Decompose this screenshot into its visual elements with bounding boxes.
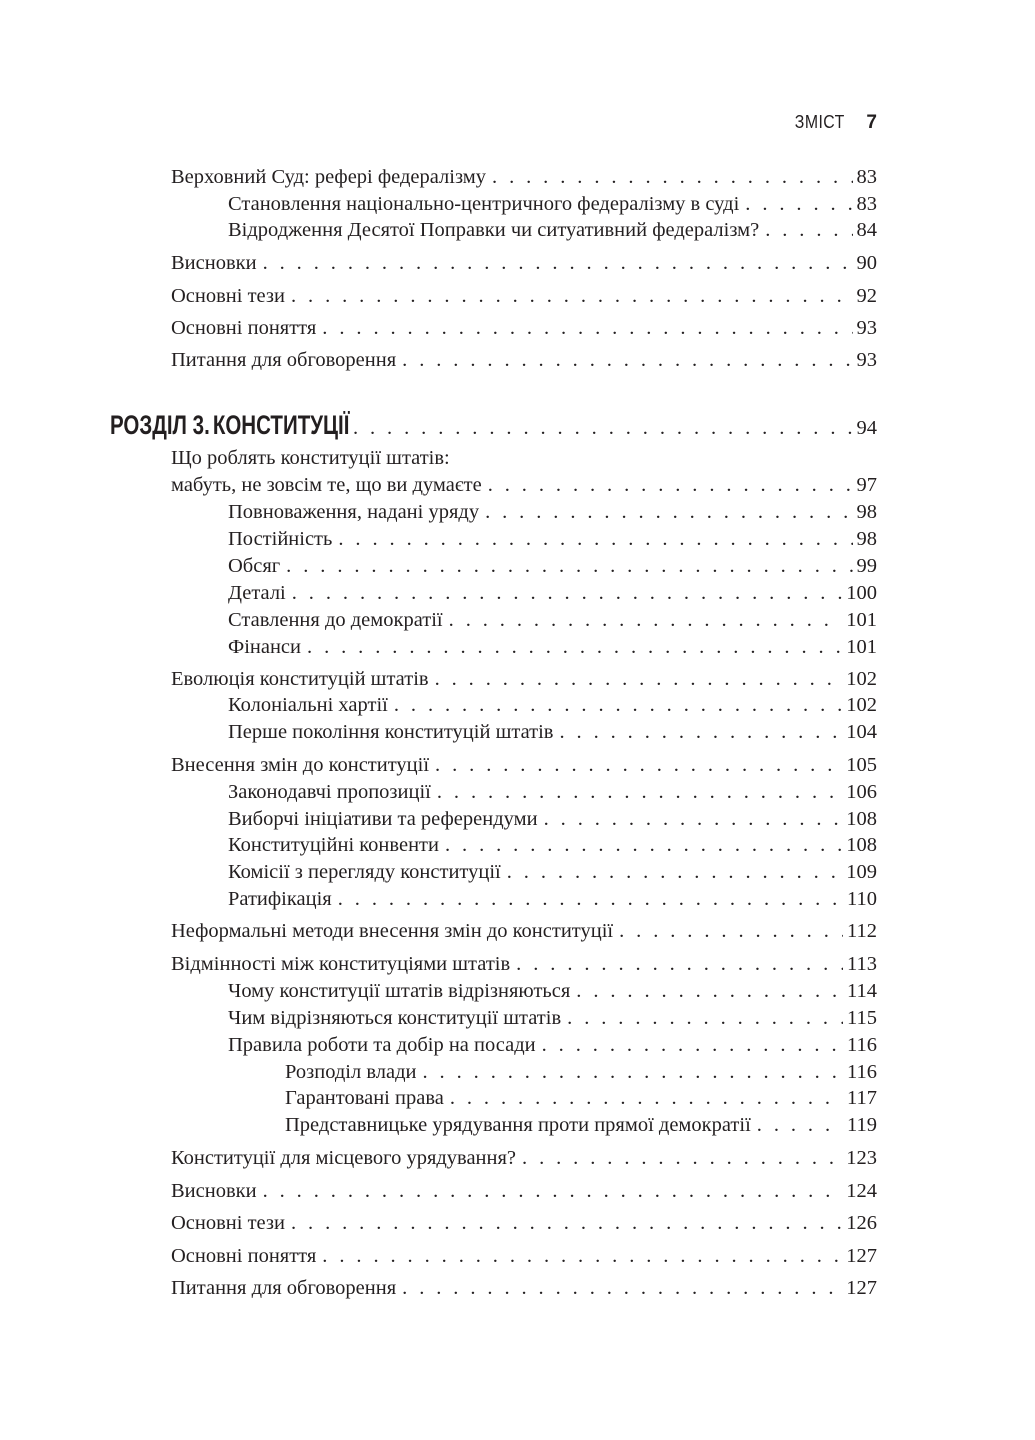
toc-entry-page: 116: [847, 1061, 877, 1083]
dot-leader: [542, 1032, 843, 1059]
dot-leader: [292, 580, 843, 607]
toc-entry-title: Представницьке урядування проти прямої демократії: [285, 1114, 751, 1136]
dot-leader: [423, 1059, 844, 1086]
toc-entry[interactable]: [0, 607, 1035, 634]
toc-entry-title: Повноваження, надані уряду: [228, 501, 480, 523]
toc-entry[interactable]: [0, 217, 1035, 244]
toc-entry-title: Висновки: [171, 252, 257, 274]
toc-entry-page: 117: [847, 1087, 877, 1109]
toc-entry-page: 116: [847, 1034, 877, 1056]
toc-entry[interactable]: [0, 347, 1035, 374]
dot-leader: [757, 1112, 843, 1139]
toc-entry-page: 98: [856, 528, 877, 550]
toc-entry-page: 112: [847, 920, 877, 942]
toc-entry[interactable]: [0, 315, 1035, 342]
dot-leader: [353, 415, 853, 442]
dot-leader: [492, 164, 852, 191]
toc-entry[interactable]: [0, 719, 1035, 746]
toc-entry-page: 97: [856, 474, 877, 496]
toc-entry-page: 98: [856, 501, 877, 523]
dot-leader: [437, 779, 842, 806]
toc-entry-page: 101: [846, 609, 877, 631]
dot-leader: [338, 886, 843, 913]
toc-entry-page: 108: [846, 808, 877, 830]
toc-entry[interactable]: [0, 886, 1035, 913]
toc-entry[interactable]: [0, 553, 1035, 580]
toc-entry-title: Комісії з перегляду конституції: [228, 861, 501, 883]
dot-leader: [322, 315, 852, 342]
dot-leader: [291, 1210, 842, 1237]
toc-entry-page: 115: [847, 1007, 877, 1029]
dot-leader: [619, 918, 843, 945]
toc-entry[interactable]: [0, 499, 1035, 526]
toc-entry[interactable]: [0, 779, 1035, 806]
toc-entry-title: Еволюція конституцій штатів: [171, 668, 429, 690]
toc-entry-page: 114: [847, 980, 877, 1002]
toc-entry[interactable]: [0, 1145, 1035, 1172]
dot-leader: [445, 832, 842, 859]
toc-entry-page: 90: [856, 252, 877, 274]
toc-entry[interactable]: [0, 580, 1035, 607]
dot-leader: [522, 1145, 842, 1172]
toc-entry-page: 102: [846, 668, 877, 690]
toc-entry-page: 108: [846, 834, 877, 856]
toc-entry[interactable]: [0, 526, 1035, 553]
toc-entry-page: 113: [847, 953, 877, 975]
toc-entry-title: Виборчі ініціативи та референдуми: [228, 808, 538, 830]
toc-entry-page: 123: [846, 1147, 877, 1169]
toc-entry-title: Розподіл влади: [285, 1061, 417, 1083]
toc-entry-title: Відродження Десятої Поправки чи ситуативний федералізм?: [228, 219, 760, 241]
toc-entry-title: Деталі: [228, 582, 286, 604]
dot-leader: [745, 191, 852, 218]
toc-entry-title: Висновки: [171, 1180, 257, 1202]
toc-entry-title: Внесення змін до конституції: [171, 754, 430, 776]
toc-entry-title: Основні поняття: [171, 1245, 317, 1267]
toc-entry-page: 126: [846, 1212, 877, 1234]
toc-entry-page: 101: [846, 636, 877, 658]
dot-leader: [307, 634, 842, 661]
toc-entry-page: 119: [847, 1114, 877, 1136]
running-head: [788, 112, 877, 134]
chapter-page: 94: [856, 417, 877, 439]
toc-entry-title: Відмінності між конституціями штатів: [171, 953, 511, 975]
dot-leader: [765, 217, 852, 244]
dot-leader: [516, 951, 843, 978]
toc-entry-first-line: Що роблять конституції штатів:: [171, 447, 450, 469]
dot-leader: [402, 347, 852, 374]
toc-entry-page: 127: [846, 1277, 877, 1299]
toc-entry-title: Колоніальні хартії: [228, 694, 388, 716]
toc-entry-title: Постійність: [228, 528, 333, 550]
toc-entry[interactable]: [0, 752, 1035, 779]
toc-entry[interactable]: [0, 1243, 1035, 1270]
toc-entry-title: Верховний Суд: рефері федералізму: [171, 166, 487, 188]
toc-entry-title: Конституційні конвенти: [228, 834, 439, 856]
toc-entry[interactable]: [0, 1032, 1035, 1059]
running-head-title: ЗМІСТ: [794, 112, 845, 132]
dot-leader: [263, 250, 853, 277]
toc-entry-title: мабуть, не зовсім те, що ви думаєте: [171, 474, 482, 496]
toc-entry-page: 102: [846, 694, 877, 716]
toc-entry-title: Питання для обговорення: [171, 1277, 397, 1299]
toc-entry-page: 127: [846, 1245, 877, 1267]
toc-entry[interactable]: [0, 1112, 1035, 1139]
toc-entry[interactable]: [0, 1085, 1035, 1112]
toc-entry-title: Неформальні методи внесення змін до конституції: [171, 920, 614, 942]
dot-leader: [544, 806, 843, 833]
dot-leader: [286, 553, 852, 580]
page-number: 7: [866, 112, 877, 133]
toc-entry[interactable]: [0, 978, 1035, 1005]
dot-leader: [576, 978, 843, 1005]
dot-leader: [449, 607, 843, 634]
dot-leader: [402, 1275, 842, 1302]
chapter-heading[interactable]: [0, 408, 1035, 442]
toc-entry[interactable]: [0, 250, 1035, 277]
toc-entry-page: 84: [856, 219, 877, 241]
toc-entry[interactable]: [0, 634, 1035, 661]
toc-entry[interactable]: [0, 666, 1035, 693]
toc-entry-page: 83: [856, 166, 877, 188]
toc-entry[interactable]: [0, 951, 1035, 978]
toc-entry-page: 83: [856, 193, 877, 215]
toc-entry[interactable]: [0, 918, 1035, 945]
dot-leader: [488, 472, 853, 499]
toc-entry-page: 100: [846, 582, 877, 604]
toc-entry[interactable]: [0, 283, 1035, 310]
toc-entry[interactable]: [0, 1005, 1035, 1032]
toc-entry-title: Конституції для місцевого урядування?: [171, 1147, 517, 1169]
chapter-label: РОЗДІЛ 3.: [110, 410, 210, 440]
toc-entry-page: 92: [856, 285, 877, 307]
toc-entry-title: Законодавчі пропозиції: [228, 781, 431, 803]
toc-entry-title: Основні тези: [171, 1212, 285, 1234]
toc-entry-title: Основні тези: [171, 285, 285, 307]
toc-entry-title: Чим відрізняються конституції штатів: [228, 1007, 562, 1029]
toc-entry-title: Ставлення до демократії: [228, 609, 443, 631]
toc-entry-title: Фінанси: [228, 636, 302, 658]
toc-entry-page: 99: [856, 555, 877, 577]
dot-leader: [485, 499, 852, 526]
toc-entry-page: 104: [846, 721, 877, 743]
toc-entry-page: 105: [846, 754, 877, 776]
dot-leader: [435, 752, 842, 779]
toc-entry[interactable]: [0, 164, 1035, 191]
dot-leader: [291, 283, 853, 310]
toc-entry-title: Становлення національно-центричного федералізму в суді: [228, 193, 740, 215]
chapter-name: КОНСТИТУЦІЇ: [212, 410, 350, 440]
toc-entry[interactable]: [0, 1275, 1035, 1302]
toc-entry-page: 110: [847, 888, 877, 910]
toc-entry[interactable]: [0, 832, 1035, 859]
dot-leader: [450, 1085, 843, 1112]
dot-leader: [338, 526, 852, 553]
toc-entry-page: 93: [856, 349, 877, 371]
toc-entry[interactable]: [0, 472, 1035, 499]
toc-entry-title: Основні поняття: [171, 317, 317, 339]
toc-entry-title: Гарантовані права: [285, 1087, 444, 1109]
toc-entry-title: Обсяг: [228, 555, 281, 577]
dot-leader: [559, 719, 842, 746]
dot-leader: [567, 1005, 843, 1032]
toc-entry[interactable]: [0, 692, 1035, 719]
toc-entry[interactable]: [0, 806, 1035, 833]
toc-entry[interactable]: [0, 191, 1035, 218]
toc-entry-title: Ратифікація: [228, 888, 332, 910]
toc-entry-page: 93: [856, 317, 877, 339]
toc-entry[interactable]: [0, 1178, 1035, 1205]
dot-leader: [435, 666, 843, 693]
toc-entry[interactable]: [0, 1210, 1035, 1237]
toc-entry-title: Чому конституції штатів відрізняються: [228, 980, 571, 1002]
toc-entry[interactable]: [0, 859, 1035, 886]
dot-leader: [263, 1178, 843, 1205]
dot-leader: [322, 1243, 842, 1270]
toc-entry-title: Правила роботи та добір на посади: [228, 1034, 536, 1056]
toc-entry-title: Питання для обговорення: [171, 349, 397, 371]
toc-entry-page: 124: [846, 1180, 877, 1202]
dot-leader: [394, 692, 842, 719]
toc-entry-page: 109: [846, 861, 877, 883]
toc-entry[interactable]: [0, 1059, 1035, 1086]
dot-leader: [507, 859, 843, 886]
toc-entry-page: 106: [846, 781, 877, 803]
toc-entry-title: Перше покоління конституцій штатів: [228, 721, 554, 743]
chapter-title: [110, 408, 349, 442]
